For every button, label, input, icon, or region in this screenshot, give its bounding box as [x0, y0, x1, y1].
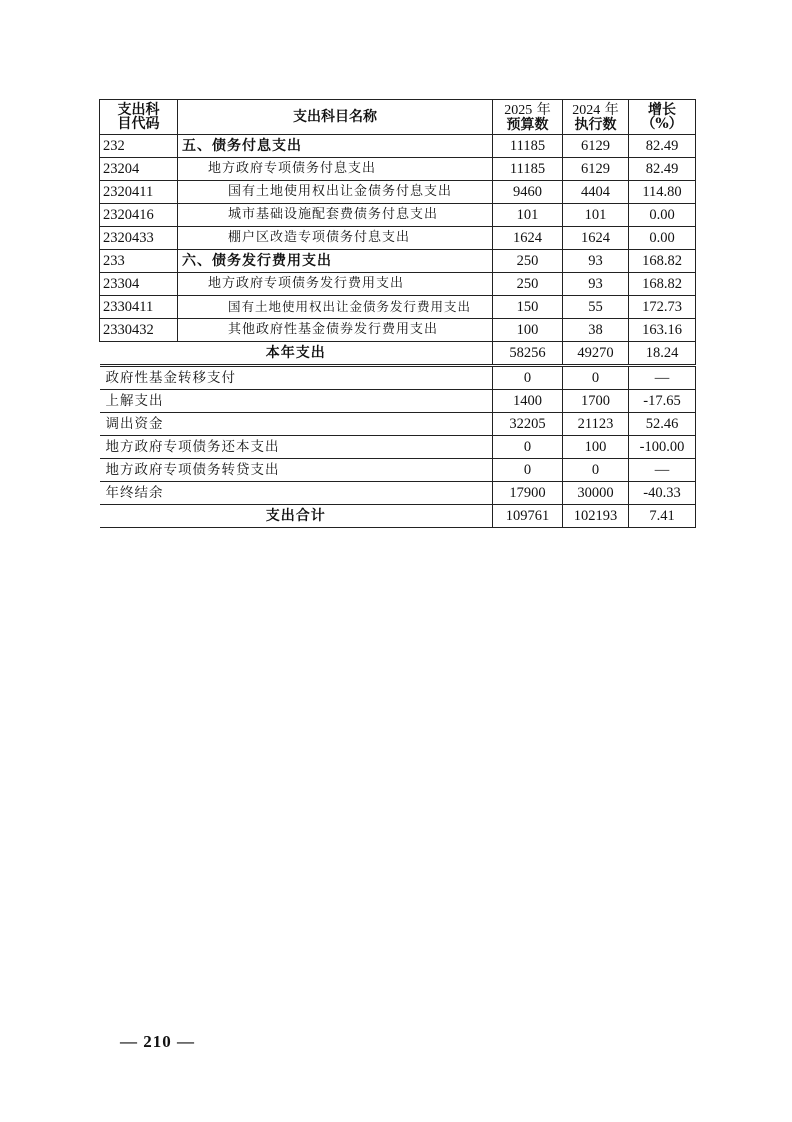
- row-name: 五、债务付息支出: [178, 135, 493, 158]
- table-row: [100, 273, 696, 296]
- transfer-name: 地方政府专项债务还本支出: [100, 436, 493, 459]
- row-exec-2024: 101: [563, 204, 629, 227]
- header-name: 支出科目名称: [178, 100, 493, 135]
- transfer-budget-2025: 32205: [493, 413, 563, 436]
- transfer-exec-2024: 100: [563, 436, 629, 459]
- row-exec-2024: 93: [563, 273, 629, 296]
- subtotal-row: [100, 342, 696, 366]
- row-growth: 168.82: [629, 250, 696, 273]
- row-code: 232: [100, 135, 178, 158]
- transfer-growth: —: [629, 459, 696, 482]
- row-growth: 168.82: [629, 273, 696, 296]
- total-growth: 7.41: [629, 505, 696, 528]
- transfer-exec-2024: 21123: [563, 413, 629, 436]
- table-row: [100, 319, 696, 342]
- row-exec-2024: 6129: [563, 158, 629, 181]
- row-exec-2024: 6129: [563, 135, 629, 158]
- row-budget-2025: 9460: [493, 181, 563, 204]
- row-name: 城市基础设施配套费债务付息支出: [178, 204, 493, 227]
- transfer-growth: —: [629, 366, 696, 390]
- transfer-budget-2025: 0: [493, 436, 563, 459]
- row-growth: 82.49: [629, 135, 696, 158]
- row-code: 2330432: [100, 319, 178, 342]
- transfer-growth: -40.33: [629, 482, 696, 505]
- page-number: — 210 —: [120, 1032, 195, 1051]
- transfer-row: [100, 413, 696, 436]
- table-row: [100, 135, 696, 158]
- transfer-name: 调出资金: [100, 413, 493, 436]
- row-code: 23304: [100, 273, 178, 296]
- transfer-budget-2025: 17900: [493, 482, 563, 505]
- table-row: [100, 250, 696, 273]
- transfer-row: [100, 390, 696, 413]
- row-growth: 172.73: [629, 296, 696, 319]
- row-exec-2024: 93: [563, 250, 629, 273]
- row-growth: 163.16: [629, 319, 696, 342]
- total-row: [100, 505, 696, 528]
- transfer-row: [100, 482, 696, 505]
- row-growth: 114.80: [629, 181, 696, 204]
- row-budget-2025: 101: [493, 204, 563, 227]
- row-name: 地方政府专项债务付息支出: [178, 158, 493, 181]
- transfer-exec-2024: 1700: [563, 390, 629, 413]
- row-budget-2025: 250: [493, 250, 563, 273]
- table-row: [100, 204, 696, 227]
- subtotal-growth: 18.24: [629, 342, 696, 366]
- transfer-growth: -100.00: [629, 436, 696, 459]
- row-name: 棚户区改造专项债务付息支出: [178, 227, 493, 250]
- transfer-exec-2024: 0: [563, 459, 629, 482]
- header-exec-2024: 2024 年 执行数: [563, 100, 629, 135]
- transfer-growth: 52.46: [629, 413, 696, 436]
- row-name: 国有土地使用权出让金债务付息支出: [178, 181, 493, 204]
- row-growth: 0.00: [629, 227, 696, 250]
- transfer-budget-2025: 1400: [493, 390, 563, 413]
- transfer-row: [100, 436, 696, 459]
- row-name: 国有土地使用权出让金债务发行费用支出: [178, 296, 493, 319]
- row-name: 六、债务发行费用支出: [178, 250, 493, 273]
- row-budget-2025: 1624: [493, 227, 563, 250]
- total-label: 支出合计: [100, 505, 493, 528]
- transfer-name: 年终结余: [100, 482, 493, 505]
- transfer-growth: -17.65: [629, 390, 696, 413]
- row-growth: 82.49: [629, 158, 696, 181]
- row-budget-2025: 100: [493, 319, 563, 342]
- total-exec-2024: 102193: [563, 505, 629, 528]
- header-code: 支出科 目代码: [100, 100, 178, 135]
- row-budget-2025: 11185: [493, 135, 563, 158]
- subtotal-exec-2024: 49270: [563, 342, 629, 366]
- total-budget-2025: 109761: [493, 505, 563, 528]
- row-exec-2024: 55: [563, 296, 629, 319]
- row-code: 2320411: [100, 181, 178, 204]
- table-row: [100, 158, 696, 181]
- table-row: [100, 296, 696, 319]
- subtotal-label: 本年支出: [100, 342, 493, 366]
- row-code: 2320416: [100, 204, 178, 227]
- row-code: 2320433: [100, 227, 178, 250]
- budget-expenditure-table: [99, 99, 696, 528]
- row-budget-2025: 250: [493, 273, 563, 296]
- row-name: 地方政府专项债务发行费用支出: [178, 273, 493, 296]
- row-code: 23204: [100, 158, 178, 181]
- row-budget-2025: 11185: [493, 158, 563, 181]
- row-name: 其他政府性基金债券发行费用支出: [178, 319, 493, 342]
- row-code: 233: [100, 250, 178, 273]
- row-budget-2025: 150: [493, 296, 563, 319]
- table-row: [100, 227, 696, 250]
- transfer-row: [100, 366, 696, 390]
- transfer-exec-2024: 30000: [563, 482, 629, 505]
- row-exec-2024: 1624: [563, 227, 629, 250]
- header-budget-2025: 2025 年 预算数: [493, 100, 563, 135]
- row-code: 2330411: [100, 296, 178, 319]
- transfer-budget-2025: 0: [493, 459, 563, 482]
- table-row: [100, 181, 696, 204]
- transfer-name: 地方政府专项债务转贷支出: [100, 459, 493, 482]
- row-exec-2024: 4404: [563, 181, 629, 204]
- subtotal-budget-2025: 58256: [493, 342, 563, 366]
- transfer-name: 上解支出: [100, 390, 493, 413]
- row-growth: 0.00: [629, 204, 696, 227]
- transfer-name: 政府性基金转移支付: [100, 366, 493, 390]
- row-exec-2024: 38: [563, 319, 629, 342]
- transfer-exec-2024: 0: [563, 366, 629, 390]
- table-header-row: [100, 100, 696, 135]
- transfer-budget-2025: 0: [493, 366, 563, 390]
- transfer-row: [100, 459, 696, 482]
- header-growth: 增长 （%）: [629, 100, 696, 135]
